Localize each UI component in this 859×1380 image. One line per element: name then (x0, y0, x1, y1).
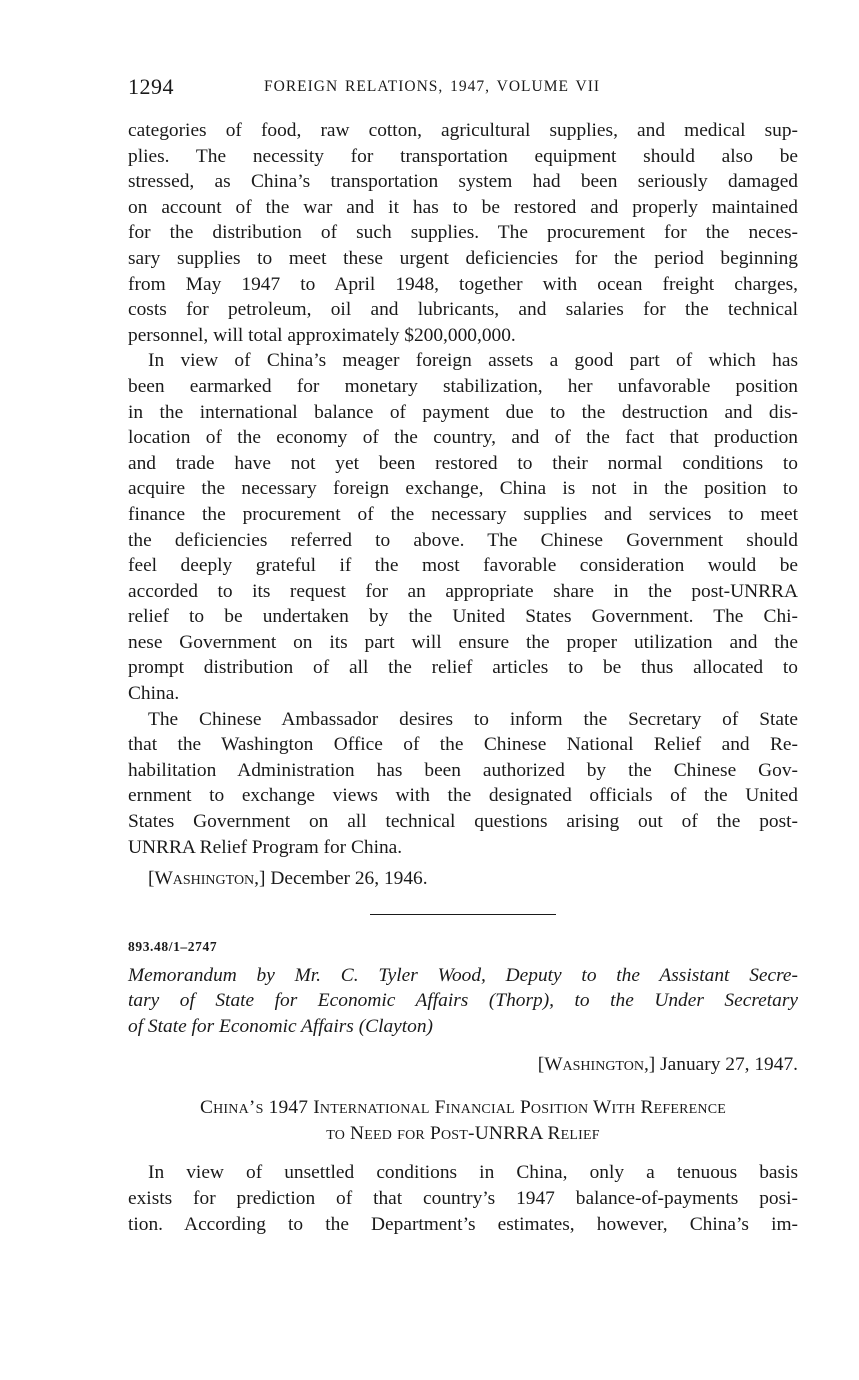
dateline-date: January 27, 1947. (660, 1053, 798, 1075)
heading-line-1: China’s 1947 International Financial Position With Reference (199, 1097, 727, 1119)
text-line: acquire the necessary foreign exchange, China is not in the position to (128, 478, 798, 500)
note-paragraph-3 (128, 707, 798, 861)
text-line: costs for petroleum, oil and lubricants, and salaries for the technical (128, 299, 798, 321)
text-line: exists for prediction of that country’s 1947 balance-of-payments posi- (128, 1187, 798, 1209)
text-line: categories of food, raw cotton, agricultural supplies, and medical sup- (128, 120, 798, 141)
text-line: In view of China’s meager foreign assets a good part of which has (148, 350, 798, 372)
text-line: tion. According to the Department’s estimates, however, China’s im- (128, 1213, 798, 1235)
memorandum-dateline (128, 1052, 798, 1078)
note-paragraph-1 (128, 118, 798, 348)
text-line: stressed, as China’s transportation system had been seriously damaged (128, 171, 798, 193)
title-line: tary of State for Economic Affairs (Thorp), to the Under Secretary (128, 990, 798, 1012)
dateline-date: December 26, 1946. (270, 868, 428, 890)
dateline-place: [Washington,] (148, 868, 266, 890)
running-title: FOREIGN RELATIONS, 1947, VOLUME VII (264, 78, 601, 95)
file-number: 893.48/1–2747 (128, 938, 218, 954)
note-dateline (128, 866, 798, 892)
text-line: ernment to exchange views with the designated officials of the United (128, 785, 798, 807)
heading-line-2: to Need for Post-UNRRA Relief (326, 1122, 600, 1144)
text-line: finance the procurement of the necessary supplies and services to meet (128, 503, 798, 525)
memorandum-title (128, 963, 798, 1040)
section-heading (128, 1095, 798, 1146)
title-line: Memorandum by Mr. C. Tyler Wood, Deputy to the Assistant Secre- (128, 964, 798, 986)
document-page (128, 70, 798, 1237)
text-line: that the Washington Office of the Chinese National Relief and Re- (128, 734, 798, 756)
text-line: personnel, will total approximately $200,000,000. (128, 324, 516, 346)
text-line: relief to be undertaken by the United States Government. The Chi- (128, 606, 798, 628)
text-line: The Chinese Ambassador desires to inform the Secretary of State (148, 708, 798, 730)
text-line: China. (128, 683, 180, 705)
text-line: accorded to its request for an appropriate share in the post-UNRRA (128, 580, 798, 602)
text-line: feel deeply grateful if the most favorable consideration would be (128, 555, 798, 577)
text-line: on account of the war and it has to be restored and properly maintained (128, 196, 798, 218)
text-line: prompt distribution of all the relief articles to be thus allocated to (128, 657, 798, 679)
text-line: nese Government on its part will ensure the proper utilization and the (128, 631, 798, 653)
text-line: location of the economy of the country, and of the fact that production (128, 427, 798, 449)
text-line: sary supplies to meet these urgent deficiencies for the period beginning (128, 247, 798, 269)
text-line: the deficiencies referred to above. The Chinese Government should (128, 529, 798, 551)
text-line: plies. The necessity for transportation equipment should also be (128, 145, 798, 167)
text-line: been earmarked for monetary stabilization, her unfavorable position (128, 375, 798, 397)
text-line: habilitation Administration has been authorized by the Chinese Gov- (128, 759, 798, 781)
note-paragraph-2 (128, 348, 798, 706)
text-line: from May 1947 to April 1948, together with ocean freight charges, (128, 273, 798, 295)
text-line: for the distribution of such supplies. The procurement for the neces- (128, 222, 798, 244)
text-line: and trade have not yet been restored to their normal conditions to (128, 452, 798, 474)
text-line: UNRRA Relief Program for China. (128, 836, 403, 858)
section-divider (370, 914, 556, 915)
dateline-place: [Washington,] (537, 1053, 656, 1075)
text-line: States Government on all technical questions arising out of the post- (128, 811, 798, 833)
page-number: 1294 (128, 74, 174, 99)
memorandum-paragraph-1 (128, 1160, 798, 1237)
text-line: in the international balance of payment due to the destruction and dis- (128, 401, 798, 423)
title-line: of State for Economic Affairs (Clayton) (128, 1016, 434, 1037)
running-header (128, 70, 798, 104)
text-line: In view of unsettled conditions in China, only a tenuous basis (148, 1162, 798, 1184)
